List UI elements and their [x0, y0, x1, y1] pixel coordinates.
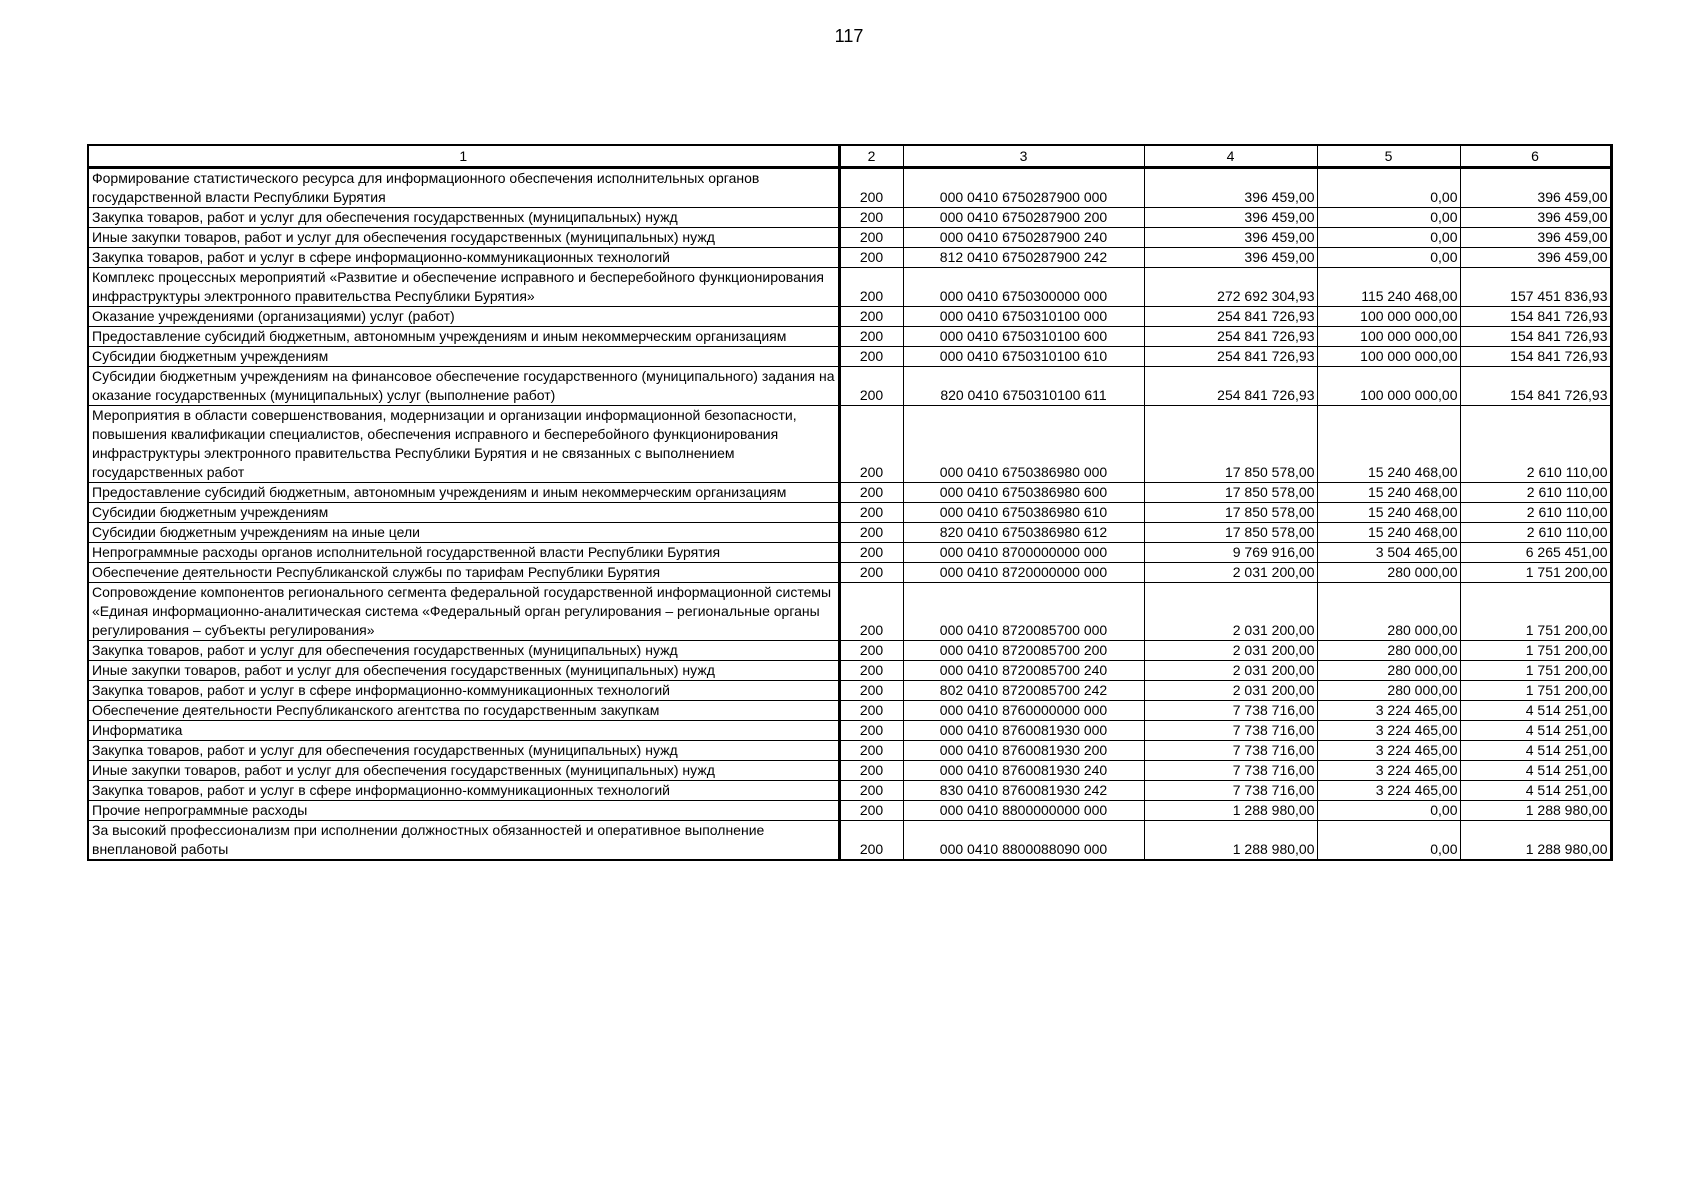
row-value-col5: 3 224 465,00 [1317, 781, 1460, 801]
row-value-col5: 0,00 [1317, 801, 1460, 821]
row-classification: 000 0410 6750386980 000 [903, 406, 1144, 483]
row-classification: 812 0410 6750287900 242 [903, 248, 1144, 268]
header-col-1: 1 [88, 145, 839, 168]
row-code: 200 [839, 563, 903, 583]
row-value-col4: 9 769 916,00 [1144, 543, 1317, 563]
row-value-col4: 396 459,00 [1144, 208, 1317, 228]
row-classification: 000 0410 8760081930 240 [903, 761, 1144, 781]
row-value-col5: 15 240 468,00 [1317, 523, 1460, 543]
row-value-col5: 15 240 468,00 [1317, 483, 1460, 503]
row-description: Субсидии бюджетным учреждениям на иные цели [88, 523, 839, 543]
row-description: Иные закупки товаров, работ и услуг для обеспечения государственных (муниципальных) нужд [88, 761, 839, 781]
row-classification: 820 0410 6750386980 612 [903, 523, 1144, 543]
row-code: 200 [839, 347, 903, 367]
row-code: 200 [839, 761, 903, 781]
row-value-col6: 4 514 251,00 [1460, 701, 1611, 721]
table-row [88, 563, 1611, 583]
row-classification: 000 0410 8760081930 200 [903, 741, 1144, 761]
table-row [88, 307, 1611, 327]
header-col-4: 4 [1144, 145, 1317, 168]
row-value-col6: 4 514 251,00 [1460, 781, 1611, 801]
row-description: Оказание учреждениями (организациями) услуг (работ) [88, 307, 839, 327]
header-row [88, 145, 1611, 168]
row-code: 200 [839, 721, 903, 741]
row-classification: 000 0410 6750386980 600 [903, 483, 1144, 503]
row-classification: 000 0410 6750386980 610 [903, 503, 1144, 523]
row-value-col6: 6 265 451,00 [1460, 543, 1611, 563]
row-code: 200 [839, 701, 903, 721]
row-value-col4: 1 288 980,00 [1144, 801, 1317, 821]
row-code: 200 [839, 681, 903, 701]
row-value-col4: 2 031 200,00 [1144, 661, 1317, 681]
row-description: Формирование статистического ресурса для информационного обеспечения исполнительных органов государственной власти Республики Бурятия [88, 168, 839, 208]
row-value-col6: 154 841 726,93 [1460, 347, 1611, 367]
row-value-col6: 1 751 200,00 [1460, 681, 1611, 701]
table-row [88, 701, 1611, 721]
table-row [88, 367, 1611, 406]
table-row [88, 248, 1611, 268]
row-value-col4: 2 031 200,00 [1144, 681, 1317, 701]
row-description: Непрограммные расходы органов исполнительной государственной власти Республики Бурятия [88, 543, 839, 563]
table-row [88, 268, 1611, 307]
row-value-col5: 0,00 [1317, 208, 1460, 228]
row-value-col6: 2 610 110,00 [1460, 483, 1611, 503]
row-code: 200 [839, 543, 903, 563]
row-value-col5: 3 224 465,00 [1317, 761, 1460, 781]
row-description: Информатика [88, 721, 839, 741]
row-description: Иные закупки товаров, работ и услуг для обеспечения государственных (муниципальных) нужд [88, 228, 839, 248]
row-value-col6: 157 451 836,93 [1460, 268, 1611, 307]
row-value-col6: 1 751 200,00 [1460, 563, 1611, 583]
table-row [88, 741, 1611, 761]
row-description: Субсидии бюджетным учреждениям на финансовое обеспечение государственного (муниципального) задания на оказание государственных (муниципальных) услуг (выполнение работ) [88, 367, 839, 406]
table-row [88, 781, 1611, 801]
row-description: Предоставление субсидий бюджетным, автономным учреждениям и иным некоммерческим организациям [88, 327, 839, 347]
row-value-col6: 396 459,00 [1460, 248, 1611, 268]
row-code: 200 [839, 228, 903, 248]
row-value-col4: 396 459,00 [1144, 248, 1317, 268]
row-value-col6: 396 459,00 [1460, 168, 1611, 208]
table-header [88, 145, 1611, 168]
table-row [88, 347, 1611, 367]
row-value-col5: 0,00 [1317, 248, 1460, 268]
row-description: Комплекс процессных мероприятий «Развитие и обеспечение исправного и бесперебойного функционирования инфраструктуры электронного правительства Республики Бурятия» [88, 268, 839, 307]
row-classification: 000 0410 6750310100 610 [903, 347, 1144, 367]
table-row [88, 543, 1611, 563]
row-value-col6: 1 288 980,00 [1460, 801, 1611, 821]
row-value-col4: 7 738 716,00 [1144, 721, 1317, 741]
row-classification: 820 0410 6750310100 611 [903, 367, 1144, 406]
row-classification: 802 0410 8720085700 242 [903, 681, 1144, 701]
row-value-col5: 3 224 465,00 [1317, 701, 1460, 721]
page-number: 117 [834, 26, 864, 46]
row-value-col6: 4 514 251,00 [1460, 761, 1611, 781]
table-row [88, 503, 1611, 523]
row-classification: 000 0410 6750310100 600 [903, 327, 1144, 347]
table-row [88, 681, 1611, 701]
row-value-col6: 1 751 200,00 [1460, 641, 1611, 661]
row-value-col4: 17 850 578,00 [1144, 523, 1317, 543]
row-value-col6: 396 459,00 [1460, 208, 1611, 228]
row-value-col6: 154 841 726,93 [1460, 307, 1611, 327]
table-row [88, 228, 1611, 248]
row-value-col5: 280 000,00 [1317, 641, 1460, 661]
row-value-col4: 254 841 726,93 [1144, 327, 1317, 347]
row-description: Субсидии бюджетным учреждениям [88, 503, 839, 523]
row-description: За высокий профессионализм при исполнении должностных обязанностей и оперативное выполнение внеплановой работы [88, 821, 839, 861]
row-description: Иные закупки товаров, работ и услуг для обеспечения государственных (муниципальных) нужд [88, 661, 839, 681]
row-value-col5: 0,00 [1317, 168, 1460, 208]
row-classification: 000 0410 6750300000 000 [903, 268, 1144, 307]
table-row [88, 641, 1611, 661]
row-code: 200 [839, 661, 903, 681]
row-description: Прочие непрограммные расходы [88, 801, 839, 821]
row-description: Закупка товаров, работ и услуг для обеспечения государственных (муниципальных) нужд [88, 208, 839, 228]
row-value-col4: 17 850 578,00 [1144, 503, 1317, 523]
row-code: 200 [839, 641, 903, 661]
row-code: 200 [839, 503, 903, 523]
table-row [88, 661, 1611, 681]
row-description: Обеспечение деятельности Республиканской службы по тарифам Республики Бурятия [88, 563, 839, 583]
row-value-col4: 396 459,00 [1144, 228, 1317, 248]
row-description: Обеспечение деятельности Республиканского агентства по государственным закупкам [88, 701, 839, 721]
row-value-col4: 17 850 578,00 [1144, 483, 1317, 503]
row-value-col5: 3 224 465,00 [1317, 741, 1460, 761]
row-description: Закупка товаров, работ и услуг в сфере информационно-коммуникационных технологий [88, 248, 839, 268]
row-classification: 000 0410 8760081930 000 [903, 721, 1144, 741]
row-value-col5: 100 000 000,00 [1317, 327, 1460, 347]
table-row [88, 208, 1611, 228]
row-value-col6: 2 610 110,00 [1460, 406, 1611, 483]
row-code: 200 [839, 248, 903, 268]
row-classification: 000 0410 8720085700 200 [903, 641, 1144, 661]
row-value-col5: 115 240 468,00 [1317, 268, 1460, 307]
row-value-col4: 254 841 726,93 [1144, 347, 1317, 367]
row-value-col5: 15 240 468,00 [1317, 406, 1460, 483]
row-value-col6: 1 751 200,00 [1460, 661, 1611, 681]
row-code: 200 [839, 801, 903, 821]
row-value-col6: 4 514 251,00 [1460, 721, 1611, 741]
row-classification: 000 0410 6750310100 000 [903, 307, 1144, 327]
row-value-col4: 396 459,00 [1144, 168, 1317, 208]
row-description: Закупка товаров, работ и услуг в сфере информационно-коммуникационных технологий [88, 781, 839, 801]
row-description: Предоставление субсидий бюджетным, автономным учреждениям и иным некоммерческим организациям [88, 483, 839, 503]
row-code: 200 [839, 821, 903, 861]
table-row [88, 821, 1611, 861]
row-value-col6: 1 751 200,00 [1460, 583, 1611, 641]
header-col-5: 5 [1317, 145, 1460, 168]
row-value-col4: 2 031 200,00 [1144, 641, 1317, 661]
row-value-col5: 3 504 465,00 [1317, 543, 1460, 563]
row-value-col6: 4 514 251,00 [1460, 741, 1611, 761]
row-value-col4: 254 841 726,93 [1144, 367, 1317, 406]
table-row [88, 761, 1611, 781]
row-value-col5: 280 000,00 [1317, 661, 1460, 681]
table-row [88, 801, 1611, 821]
row-value-col4: 272 692 304,93 [1144, 268, 1317, 307]
row-code: 200 [839, 168, 903, 208]
row-value-col4: 2 031 200,00 [1144, 563, 1317, 583]
row-value-col4: 7 738 716,00 [1144, 781, 1317, 801]
row-value-col4: 2 031 200,00 [1144, 583, 1317, 641]
row-code: 200 [839, 583, 903, 641]
row-value-col5: 100 000 000,00 [1317, 367, 1460, 406]
table-row [88, 406, 1611, 483]
row-classification: 830 0410 8760081930 242 [903, 781, 1144, 801]
row-value-col5: 100 000 000,00 [1317, 347, 1460, 367]
row-value-col5: 0,00 [1317, 821, 1460, 861]
row-description: Закупка товаров, работ и услуг для обеспечения государственных (муниципальных) нужд [88, 741, 839, 761]
row-classification: 000 0410 8800000000 000 [903, 801, 1144, 821]
row-value-col4: 1 288 980,00 [1144, 821, 1317, 861]
row-classification: 000 0410 8700000000 000 [903, 543, 1144, 563]
row-value-col4: 7 738 716,00 [1144, 761, 1317, 781]
row-code: 200 [839, 307, 903, 327]
row-value-col5: 280 000,00 [1317, 563, 1460, 583]
row-value-col4: 254 841 726,93 [1144, 307, 1317, 327]
row-description: Сопровождение компонентов регионального сегмента федеральной государственной информационной системы «Единая информационно-аналитическая система «Федеральный орган регулирования – региональные органы регулирования – субъекты регулирования» [88, 583, 839, 641]
table-row [88, 523, 1611, 543]
header-col-3: 3 [903, 145, 1144, 168]
row-value-col5: 3 224 465,00 [1317, 721, 1460, 741]
row-classification: 000 0410 8720085700 240 [903, 661, 1144, 681]
row-code: 200 [839, 367, 903, 406]
row-value-col6: 2 610 110,00 [1460, 503, 1611, 523]
row-value-col5: 280 000,00 [1317, 681, 1460, 701]
row-value-col4: 17 850 578,00 [1144, 406, 1317, 483]
table-row [88, 327, 1611, 347]
row-code: 200 [839, 741, 903, 761]
row-classification: 000 0410 8720085700 000 [903, 583, 1144, 641]
row-value-col5: 100 000 000,00 [1317, 307, 1460, 327]
row-classification: 000 0410 8800088090 000 [903, 821, 1144, 861]
row-description: Закупка товаров, работ и услуг для обеспечения государственных (муниципальных) нужд [88, 641, 839, 661]
row-value-col5: 15 240 468,00 [1317, 503, 1460, 523]
row-value-col6: 154 841 726,93 [1460, 327, 1611, 347]
budget-table [87, 144, 1613, 861]
row-value-col5: 280 000,00 [1317, 583, 1460, 641]
row-code: 200 [839, 208, 903, 228]
row-code: 200 [839, 268, 903, 307]
row-value-col6: 154 841 726,93 [1460, 367, 1611, 406]
row-classification: 000 0410 6750287900 240 [903, 228, 1144, 248]
row-code: 200 [839, 523, 903, 543]
row-value-col4: 7 738 716,00 [1144, 741, 1317, 761]
header-col-6: 6 [1460, 145, 1611, 168]
row-code: 200 [839, 406, 903, 483]
table-row [88, 168, 1611, 208]
table-row [88, 483, 1611, 503]
row-description: Мероприятия в области совершенствования, модернизации и организации информационной безопасности, повышения квалификации специалистов, обеспечения исправного и бесперебойного функционирования инфраструктуры электронного правительства Республики Бурятия и не связанных с выполнением государственных работ [88, 406, 839, 483]
row-classification: 000 0410 8760000000 000 [903, 701, 1144, 721]
row-value-col4: 7 738 716,00 [1144, 701, 1317, 721]
row-classification: 000 0410 8720000000 000 [903, 563, 1144, 583]
row-value-col5: 0,00 [1317, 228, 1460, 248]
row-code: 200 [839, 781, 903, 801]
row-value-col6: 1 288 980,00 [1460, 821, 1611, 861]
row-value-col6: 2 610 110,00 [1460, 523, 1611, 543]
table-row [88, 721, 1611, 741]
row-value-col6: 396 459,00 [1460, 228, 1611, 248]
row-classification: 000 0410 6750287900 000 [903, 168, 1144, 208]
row-description: Субсидии бюджетным учреждениям [88, 347, 839, 367]
row-classification: 000 0410 6750287900 200 [903, 208, 1144, 228]
header-col-2: 2 [839, 145, 903, 168]
row-code: 200 [839, 327, 903, 347]
row-code: 200 [839, 483, 903, 503]
row-description: Закупка товаров, работ и услуг в сфере информационно-коммуникационных технологий [88, 681, 839, 701]
table-row [88, 583, 1611, 641]
table-body [88, 168, 1611, 861]
